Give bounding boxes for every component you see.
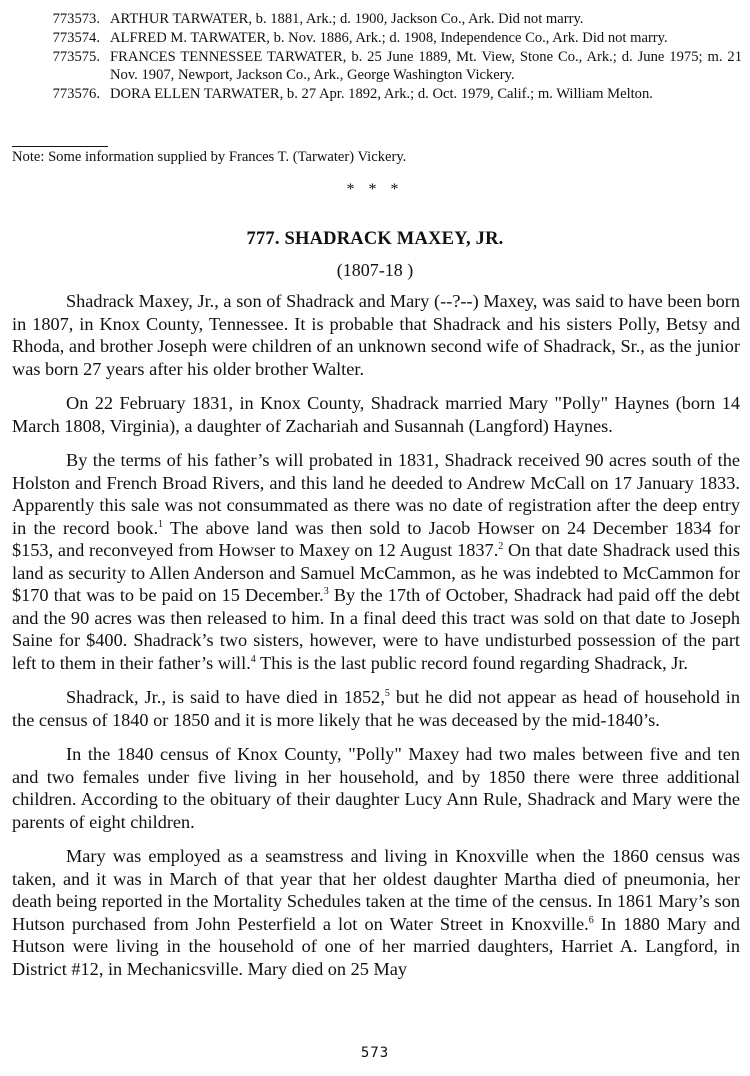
entry-number: 773573. [52,11,100,27]
footnote-ref: 5 [384,687,390,699]
source-note: Note: Some information supplied by Frances T. (Tarwater) Vickery. [12,149,407,165]
footnote-ref: 1 [158,518,164,530]
entry-number: 773574. [52,30,100,46]
entry-text: ARTHUR TARWATER, b. 1881, Ark.; d. 1900, Jackson Co., Ark. Did not marry. [110,11,584,27]
paragraph: On 22 February 1831, in Knox County, Shadrack married Mary "Polly" Haynes (born 14 March 1808, Virginia), a daughter of Zachariah and Susannah (Langford) Haynes. [12,393,740,436]
note-divider [12,146,108,147]
entry-text: FRANCES TENNESSEE TARWATER, b. 25 June 1889, Mt. View, Stone Co., Ark.; d. June 1975; m. 21 Nov. 1907, Newport, Jackson Co., Ark., George Washington Vickery. [110,49,742,83]
footnote-ref: 4 [250,653,256,665]
footnote-ref: 2 [498,540,504,552]
paragraph: Shadrack, Jr., is said to have died in 1852,$^5$ but he did not appear as head of household in the census of 1840 or 1850 and it is more likely that he was deceased by the mid-1840’s. [12,687,741,730]
descendant-list [12,10,742,104]
section-years: (1807-18 ) [336,260,414,280]
list-item [12,29,742,47]
list-item [12,85,742,103]
entry-number: 773576. [52,86,100,102]
footnote-ref: 3 [323,585,329,597]
footnote-ref: 6 [588,914,594,926]
entry-text: ALFRED M. TARWATER, b. Nov. 1886, Ark.; d. 1908, Independence Co., Ark. Did not marry. [110,30,668,46]
paragraph: Mary was employed as a seamstress and living in Knoxville when the 1860 census was taken, and it was in March of that year that her oldest daughter Martha died of pneumonia, her death being reported in the Mortality Schedules taken at the time of the census. In 1861 Mary’s son Hutson purchased from John Pesterfield a lot on Water Street in Knoxville.$^6$ In 1880 Mary and Hutson were living in the household of one of her married daughters, Harriet A. Langford, in District #12, in Mechanicsville. Mary died on 25 May [12,846,740,979]
section-separator: * * * [346,181,404,198]
paragraph: By the terms of his father’s will probated in 1831, Shadrack received 90 acres south of the Holston and French Broad Rivers, and this land he deeded to Andrew McCall on 17 January 1833. Apparently this sale was not consummated as there was no date of registration after the deep entry in the record book.$^1$ The above land was then sold to Jacob Howser on 24 December 1834 for $153, and reconveyed from Howser to Maxey on 12 August 1837.$^2$ On that date Shadrack used this land as security to Allen Anderson and Samuel McCammon, as he was indebted to McCammon for $170 that was to be paid on 15 December.$^3$ By the 17th of October, Shadrack had paid off the debt and the 90 acres was then released to him. In a final deed this tract was sold on that date to Joseph Saine for $400. Shadrack’s two sisters, however, were to have undisturbed possession of the part left to them in their father’s will.$^4$ This is the last public record found regarding Shadrack, Jr. [12,450,740,673]
paragraph: Shadrack Maxey, Jr., a son of Shadrack and Mary (--?--) Maxey, was said to have been born in 1807, in Knox County, Tennessee. It is probable that Shadrack and his sisters Polly, Betsy and Rhoda, and brother Joseph were children of an unknown second wife of Shadrack, Sr., as the junior was born 27 years after his older brother Walter. [12,291,740,379]
section-heading: 777. SHADRACK MAXEY, JR. [246,229,504,249]
list-item [12,48,742,84]
entry-number: 773575. [52,49,100,65]
page-number: 573 [360,1045,390,1061]
entry-text: DORA ELLEN TARWATER, b. 27 Apr. 1892, Ark.; d. Oct. 1979, Calif.; m. William Melton. [110,86,653,102]
paragraph: In the 1840 census of Knox County, "Polly" Maxey had two males between five and ten and two females under five living in her household, and by 1850 there were three additional children. According to the obituary of their daughter Lucy Ann Rule, Shadrack and Mary were the parents of eight children. [12,744,740,832]
list-item [12,10,742,28]
body-text [12,290,740,992]
